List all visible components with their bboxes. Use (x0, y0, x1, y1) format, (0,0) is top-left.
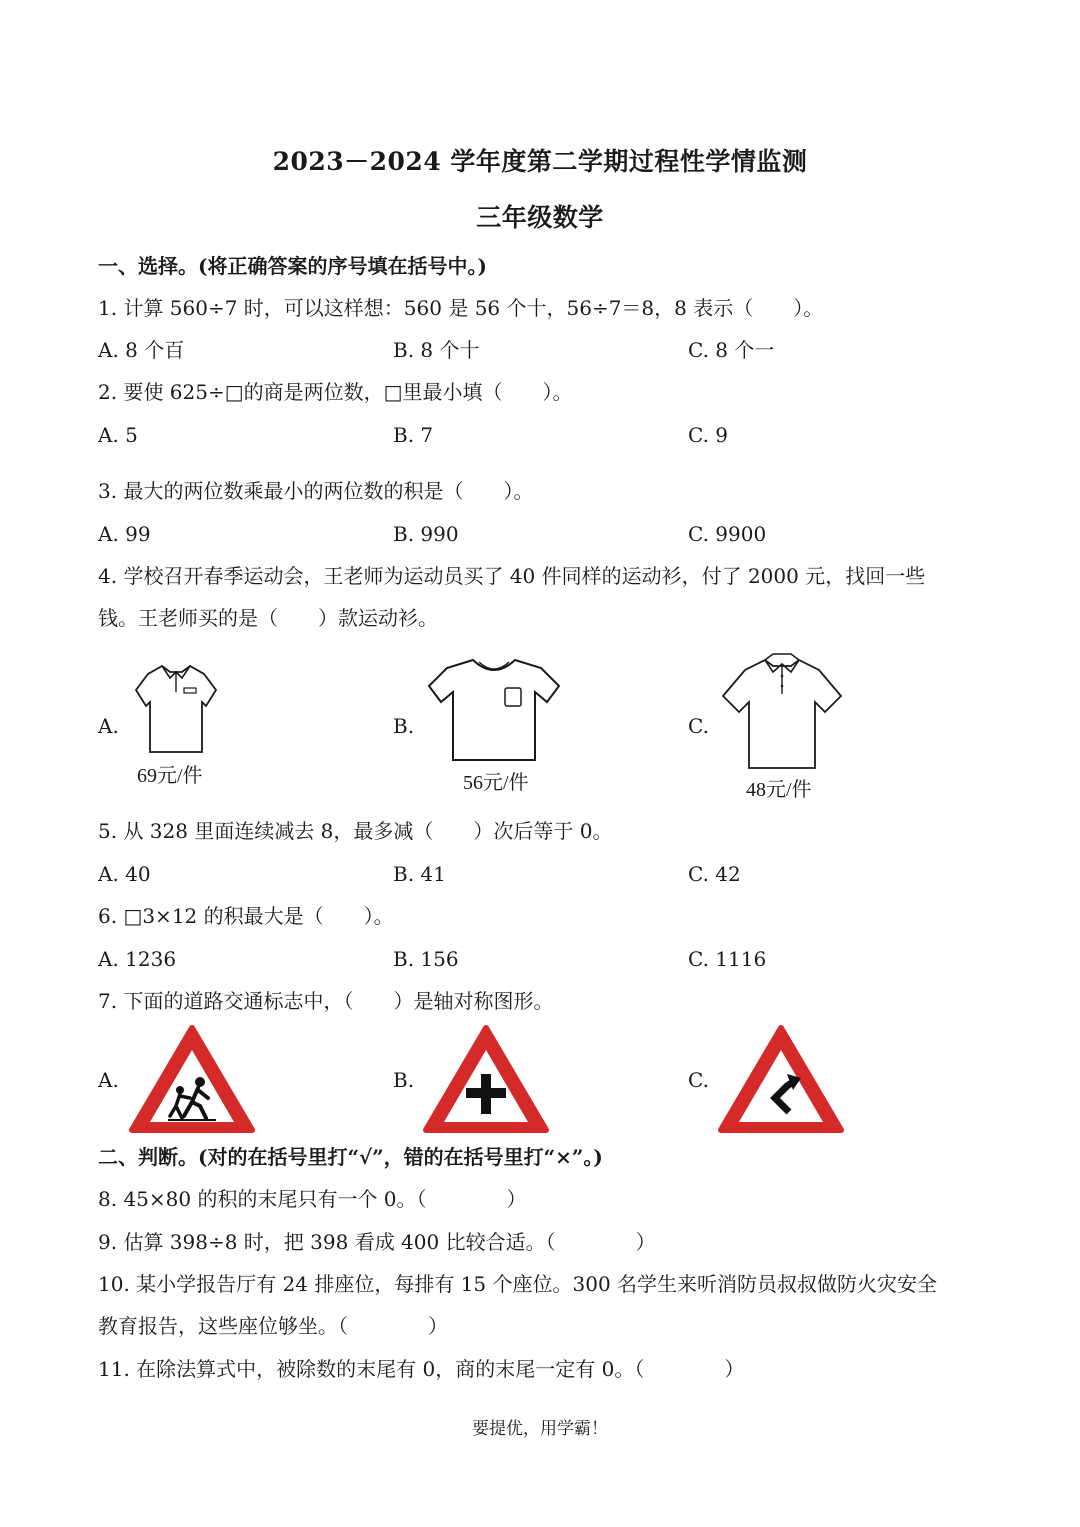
q4-option-c: C. (688, 714, 709, 738)
question-8: 8. 45×80 的积的末尾只有一个 0。（ ） (98, 1187, 527, 1211)
question-10-line2: 教育报告，这些座位够坐。（ ） (98, 1314, 448, 1338)
exam-title: 2023－2024 学年度第二学期过程性学情监测 (272, 147, 808, 176)
q5-option-b: B. 41 (393, 862, 446, 886)
q1-option-b: B. 8 个十 (393, 338, 480, 362)
question-2: 2. 要使 625÷□的商是两位数，□里最小填（ ）。 (98, 380, 573, 404)
question-4-line1: 4. 学校召开春季运动会，王老师为运动员买了 40 件同样的运动衫，付了 2000 元，找回一些 (98, 564, 926, 588)
question-10-line1: 10. 某小学报告厅有 24 排座位，每排有 15 个座位。300 名学生来听消防员叔叔做防火灾安全 (98, 1272, 938, 1296)
q5-option-c: C. 42 (688, 862, 741, 886)
polo-shirt-a-icon (132, 662, 220, 756)
crossroads-sign-icon (422, 1024, 550, 1134)
q4-option-a: A. (98, 714, 119, 738)
q1-option-c: C. 8 个一 (688, 338, 775, 362)
question-7: 7. 下面的道路交通标志中，（ ）是轴对称图形。 (98, 989, 554, 1013)
q2-option-c: C. 9 (688, 423, 729, 447)
q3-option-c: C. 9900 (688, 522, 767, 546)
q6-option-c: C. 1116 (688, 947, 767, 971)
q2-option-a: A. 5 (98, 423, 138, 447)
children-crossing-sign-icon (128, 1024, 256, 1134)
q4-price-b: 56元/件 (463, 772, 529, 794)
section-choice-heading: 一、选择。(将正确答案的序号填在括号中。) (98, 254, 487, 278)
page-footer: 要提优，用学霸！ (472, 1419, 608, 1439)
q3-option-a: A. 99 (98, 522, 151, 546)
q4-price-c: 48元/件 (746, 779, 812, 801)
polo-shirt-c-icon (721, 650, 843, 772)
curve-road-sign-icon (717, 1024, 845, 1134)
question-6: 6. □3×12 的积最大是（ ）。 (98, 904, 394, 928)
q7-option-a: A. (98, 1068, 119, 1092)
q5-option-a: A. 40 (98, 862, 151, 886)
question-11: 11. 在除法算式中，被除数的末尾有 0，商的末尾一定有 0。（ ） (98, 1357, 745, 1381)
question-9: 9. 估算 398÷8 时，把 398 看成 400 比较合适。（ ） (98, 1230, 656, 1254)
question-1: 1. 计算 560÷7 时，可以这样想：560 是 56 个十，56÷7＝8，8 表示（ ）。 (98, 296, 824, 320)
q7-option-c: C. (688, 1068, 709, 1092)
q3-option-b: B. 990 (393, 522, 459, 546)
q4-option-b: B. (393, 714, 415, 738)
question-5: 5. 从 328 里面连续减去 8，最多减（ ）次后等于 0。 (98, 819, 613, 843)
q1-option-a: A. 8 个百 (98, 338, 185, 362)
exam-subtitle: 三年级数学 (476, 203, 604, 232)
question-3: 3. 最大的两位数乘最小的两位数的积是（ ）。 (98, 479, 534, 503)
q4-price-a: 69元/件 (137, 765, 203, 787)
q2-option-b: B. 7 (393, 423, 434, 447)
q7-option-b: B. (393, 1068, 415, 1092)
tshirt-b-icon (427, 656, 561, 764)
question-4-line2: 钱。王老师买的是（ ）款运动衫。 (98, 606, 438, 630)
section-judge-heading: 二、判断。(对的在括号里打“√”，错的在括号里打“×”。) (98, 1145, 603, 1169)
q6-option-b: B. 156 (393, 947, 459, 971)
q6-option-a: A. 1236 (98, 947, 177, 971)
